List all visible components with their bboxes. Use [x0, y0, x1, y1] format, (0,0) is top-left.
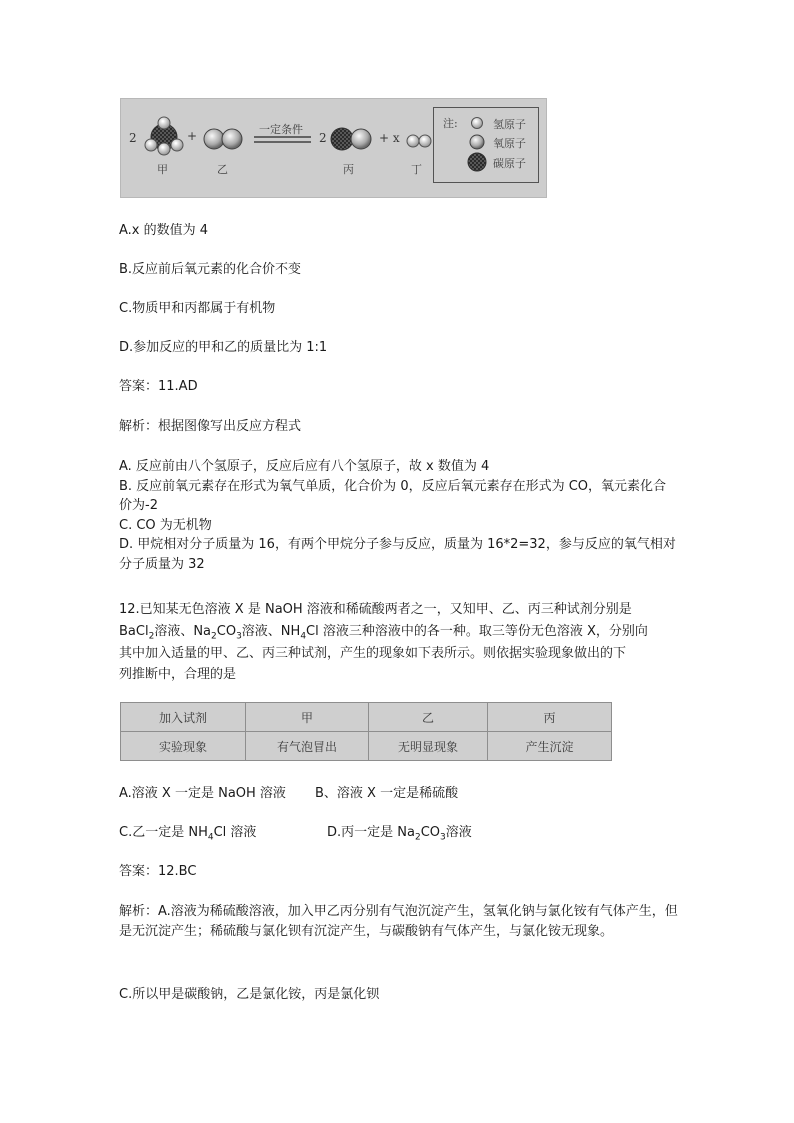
sub: 3 — [236, 631, 242, 642]
q12-option-c — [119, 823, 256, 848]
q11-option-c: C.物质甲和丙都属于有机物 — [119, 301, 276, 316]
sub: 2 — [211, 631, 217, 642]
text: CO — [420, 825, 441, 840]
q12-analysis-2: C.所以甲是碳酸钠，乙是氯化铵，丙是氯化钡 — [119, 987, 380, 1002]
table-cell: 无明显现象 — [369, 732, 488, 761]
table-cell: 加入试剂 — [121, 703, 246, 732]
legend-oxygen: 氧原子 — [493, 137, 526, 150]
text: 溶液、Na — [154, 624, 212, 639]
table-cell: 有气泡冒出 — [246, 732, 369, 761]
label-jia: 甲 — [157, 163, 168, 176]
sub: 2 — [148, 631, 155, 642]
q11-analysis-a: A. 反应前由八个氢原子，反应后应有八个氢原子，故 x 数值为 4 — [119, 459, 490, 474]
label-bing: 丙 — [343, 163, 354, 176]
sub: 3 — [440, 832, 446, 843]
legend-carbon: 碳原子 — [493, 157, 526, 170]
q11-analysis-b: B. 反应前氧元素存在形式为氧气单质，化合价为 0，反应后氧元素存在形式为 CO，氧元素化合价为-2 — [119, 478, 667, 513]
table-cell: 甲 — [246, 703, 369, 732]
q12-stem-line-4: 列推断中，合理的是 — [119, 667, 237, 682]
legend-title: 注: — [443, 117, 458, 130]
q12-stem-line-3: 其中加入适量的甲、乙、丙三种试剂，产生的现象如下表所示。则依据实验现象做出的下 — [119, 646, 627, 661]
q11-analysis — [119, 457, 679, 574]
text: 溶液、NH — [241, 624, 301, 639]
q12-stem-line-1: 12.已知某无色溶液 X 是 NaOH 溶液和稀硫酸两者之一，又知甲、乙、丙三种试剂分别是 — [119, 602, 632, 617]
reaction-condition: 一定条件 — [259, 123, 303, 136]
sub: 4 — [207, 832, 214, 843]
text: CO — [216, 624, 237, 639]
text: 溶液 — [445, 825, 472, 840]
q11-option-a: A.x 的数值为 4 — [119, 223, 209, 238]
reaction-figure — [120, 98, 547, 198]
co-molecule — [331, 128, 371, 150]
q11-option-b: B.反应前后氧元素的化合价不变 — [119, 262, 302, 277]
table-cell: 实验现象 — [121, 732, 246, 761]
table-row — [121, 732, 612, 761]
table-cell: 丙 — [488, 703, 612, 732]
q11-analysis-d: D. 甲烷相对分子质量为 16，有两个甲烷分子参与反应，质量为 16*2=32，参与反应的氧气相对分子质量为 32 — [119, 537, 676, 572]
text: Cl 溶液三种溶液中的各一种。取三等份无色溶液 X，分别向 — [306, 624, 648, 639]
text: Cl 溶液 — [213, 825, 257, 840]
label-yi: 乙 — [217, 163, 228, 176]
q12-option-a: A.溶液 X 一定是 NaOH 溶液 — [119, 786, 286, 801]
table-cell: 产生沉淀 — [488, 732, 612, 761]
text: C.乙一定是 NH — [119, 825, 208, 840]
q12-option-b: B、溶液 X 一定是稀硫酸 — [315, 786, 459, 801]
table-row — [121, 703, 612, 732]
q11-analysis-c: C. CO 为无机物 — [119, 517, 212, 533]
q12-option-d — [327, 823, 472, 848]
methane-molecule — [145, 117, 183, 155]
q11-analysis-title: 解析：根据图像写出反应方程式 — [119, 419, 302, 434]
plus-x: + x — [379, 131, 400, 145]
oxygen-molecule — [204, 129, 242, 149]
q11-answer: 答案：11.AD — [119, 379, 198, 394]
coef-jia: 2 — [129, 131, 137, 145]
q11-option-d: D.参加反应的甲和乙的质量比为 1:1 — [119, 340, 328, 355]
h2-molecule — [407, 135, 431, 147]
legend-hydrogen: 氢原子 — [493, 118, 526, 131]
sub: 2 — [414, 832, 421, 843]
coef-bing: 2 — [319, 131, 327, 145]
label-ding: 丁 — [411, 163, 422, 176]
table-cell: 乙 — [369, 703, 488, 732]
observation-table — [120, 702, 612, 761]
q12-answer: 答案：12.BC — [119, 864, 197, 879]
bacl-text: BaCl — [119, 624, 149, 639]
q12-stem-line-2 — [119, 622, 648, 647]
sub: 4 — [300, 631, 307, 642]
text: D.丙一定是 Na — [327, 825, 415, 840]
plus-sign: + — [187, 129, 198, 143]
q12-analysis-1: 解析：A.溶液为稀硫酸溶液，加入甲乙丙分别有气泡沉淀产生，氢氧化钠与氯化铵有气体产生，但是无沉淀产生；稀硫酸与氯化钡有沉淀产生，与碳酸钠有气体产生，与氯化铵无现象。 — [119, 904, 678, 939]
